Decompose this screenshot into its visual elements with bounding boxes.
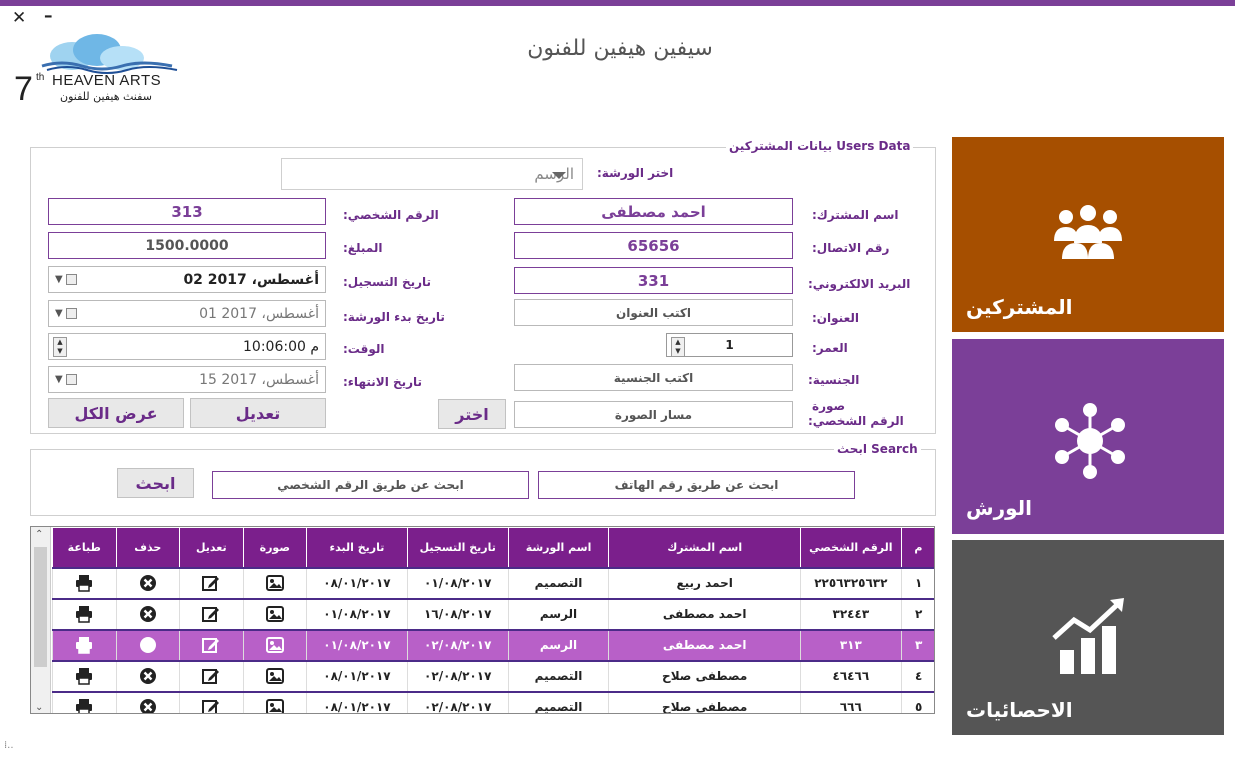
edit-icon[interactable] (202, 667, 220, 685)
search-button[interactable]: ابحث (117, 468, 194, 498)
row-start-date[interactable]: ٠١/٠٨/٢٠١٧ (307, 630, 408, 661)
name-label: اسم المشترك: (812, 208, 899, 222)
delete-icon[interactable] (139, 605, 157, 623)
reg-date-value: 02 أغسطس، 2017 (183, 271, 319, 288)
row-action-print[interactable] (53, 568, 117, 599)
row-action-photo[interactable] (243, 630, 307, 661)
col-name[interactable]: اسم المشترك (609, 528, 801, 568)
row-action-photo[interactable] (243, 599, 307, 630)
tile-workshops-label: الورش (966, 496, 1033, 520)
photo-icon[interactable] (266, 605, 284, 623)
tile-subscribers-label: المشتركين (966, 295, 1073, 319)
search-title: ابحث Search (834, 442, 921, 456)
reg-date-picker[interactable] (48, 266, 326, 293)
row-action-photo[interactable] (243, 661, 307, 692)
time-value: 10:06:00 م (243, 338, 319, 355)
delete-icon[interactable] (139, 574, 157, 592)
minimize-icon[interactable]: – (44, 6, 53, 26)
amount-field[interactable]: 1500.0000 (48, 232, 326, 259)
time-label: الوقت: (343, 342, 385, 356)
id-field[interactable]: 313 (48, 198, 326, 225)
logo-sup: th (36, 72, 45, 83)
delete-icon[interactable] (139, 636, 157, 654)
table (52, 527, 935, 714)
table-scrollbar[interactable] (31, 527, 51, 714)
row-action-edit[interactable] (180, 692, 244, 715)
start-date-value: 01 أغسطس، 2017 (199, 305, 319, 322)
network-icon (1050, 401, 1130, 481)
show-all-button[interactable]: عرض الكل (48, 398, 184, 428)
photo-label-line2: الرقم الشخصي: (808, 414, 904, 428)
calendar-dropdown-icon: ▼ (55, 373, 81, 386)
row-start-date[interactable]: ٠١/٠٨/٢٠١٧ (307, 599, 408, 630)
table-row[interactable] (53, 661, 936, 692)
row-start-date[interactable]: ٠٨/٠١/٢٠١٧ (307, 568, 408, 599)
row-workshop[interactable]: الرسم (508, 599, 609, 630)
phone-field[interactable]: 65656 (514, 232, 793, 259)
photo-icon[interactable] (266, 574, 284, 592)
email-label: البريد الالكتروني: (808, 277, 911, 291)
row-name[interactable]: احمد ربيع (609, 568, 801, 599)
row-start-date[interactable]: ٠٨/٠١/٢٠١٧ (307, 661, 408, 692)
end-date-label: تاريخ الانتهاء: (343, 375, 423, 389)
choose-photo-button[interactable]: اختر (438, 399, 506, 429)
col-workshop[interactable]: اسم الورشة (508, 528, 609, 568)
logo-brand-ar: سفنث هيفين للفنون (60, 90, 152, 103)
row-num[interactable]: ٤ (901, 661, 935, 692)
print-icon[interactable] (75, 574, 93, 592)
row-action-edit[interactable] (180, 661, 244, 692)
row-name[interactable]: مصطفى صلاح (609, 661, 801, 692)
row-action-edit[interactable] (180, 568, 244, 599)
nationality-field[interactable]: اكتب الجنسية (514, 364, 793, 391)
col-photo[interactable]: صورة (243, 528, 307, 568)
row-reg-date[interactable]: ٠٢/٠٨/٢٠١٧ (407, 630, 508, 661)
row-workshop[interactable]: التصميم (508, 568, 609, 599)
phone-label: رقم الاتصال: (812, 241, 890, 255)
name-field[interactable]: احمد مصطفى (514, 198, 793, 225)
col-num[interactable]: م (901, 528, 935, 568)
tile-statistics[interactable] (952, 540, 1224, 735)
scroll-thumb[interactable] (34, 547, 47, 667)
title-bar-accent (0, 0, 1235, 6)
chart-icon (1050, 596, 1130, 676)
row-action-print[interactable] (53, 630, 117, 661)
row-workshop[interactable]: التصميم (508, 692, 609, 715)
row-action-del[interactable] (116, 630, 180, 661)
start-date-picker[interactable] (48, 300, 326, 327)
row-action-del[interactable] (116, 599, 180, 630)
row-pid[interactable]: ٦٦٦ (800, 692, 901, 715)
row-num[interactable]: ٥ (901, 692, 935, 715)
row-action-edit[interactable] (180, 599, 244, 630)
edit-icon[interactable] (202, 698, 220, 714)
close-icon[interactable]: ✕ (12, 8, 27, 28)
age-value: 1 (725, 338, 734, 352)
cloud-logo-icon (12, 34, 182, 74)
table-row[interactable] (53, 692, 936, 715)
scroll-up-icon[interactable]: ⌃ (35, 529, 44, 540)
row-pid[interactable]: ٤٦٤٦٦ (800, 661, 901, 692)
col-start-date[interactable]: تاريخ البدء (307, 528, 408, 568)
print-icon[interactable] (75, 605, 93, 623)
users-icon (1048, 203, 1128, 263)
print-icon[interactable] (75, 667, 93, 685)
address-field[interactable]: اكتب العنوان (514, 299, 793, 326)
chevron-down-icon (552, 172, 566, 179)
end-date-picker[interactable] (48, 366, 326, 393)
calendar-dropdown-icon: ▼ (55, 273, 81, 286)
col-delete[interactable]: حذف (116, 528, 180, 568)
calendar-dropdown-icon: ▼ (55, 307, 81, 320)
tile-subscribers[interactable] (952, 137, 1224, 332)
row-num[interactable]: ٢ (901, 599, 935, 630)
row-action-print[interactable] (53, 692, 117, 715)
row-action-print[interactable] (53, 661, 117, 692)
tile-workshops[interactable] (952, 339, 1224, 534)
photo-icon[interactable] (266, 698, 284, 714)
col-print[interactable]: طباعة (53, 528, 117, 568)
edit-icon[interactable] (202, 636, 220, 654)
row-action-del[interactable] (116, 692, 180, 715)
workshop-select[interactable] (281, 158, 583, 190)
delete-icon[interactable] (139, 667, 157, 685)
app-title: سيفين هيفين للفنون (527, 36, 713, 61)
email-field[interactable]: 331 (514, 267, 793, 294)
row-num[interactable]: ٣ (901, 630, 935, 661)
photo-path-field[interactable]: مسار الصورة (514, 401, 793, 428)
scroll-down-icon[interactable]: ⌄ (35, 702, 44, 713)
time-picker[interactable] (48, 333, 326, 360)
print-icon[interactable] (75, 698, 93, 714)
row-pid[interactable]: ٢٢٥٦٣٢٥٦٣٢ (800, 568, 901, 599)
row-workshop[interactable]: الرسم (508, 630, 609, 661)
photo-icon[interactable] (266, 636, 284, 654)
print-icon[interactable] (75, 636, 93, 654)
table-row[interactable] (53, 630, 936, 661)
logo-brand: HEAVEN ARTS (52, 72, 162, 89)
row-workshop[interactable]: التصميم (508, 661, 609, 692)
row-start-date[interactable]: ٠٨/٠١/٢٠١٧ (307, 692, 408, 715)
tile-statistics-label: الاحصائيات (966, 698, 1073, 722)
resize-grip-icon[interactable]: ⁞.. (4, 740, 14, 751)
col-pid[interactable]: الرقم الشخصي (800, 528, 901, 568)
users-data-title: بيانات المشتركين Users Data (726, 139, 913, 153)
photo-icon[interactable] (266, 667, 284, 685)
row-action-photo[interactable] (243, 692, 307, 715)
row-name[interactable]: احمد مصطفى (609, 630, 801, 661)
row-name[interactable]: مصطفى صلاح (609, 692, 801, 715)
edit-icon[interactable] (202, 605, 220, 623)
row-name[interactable]: احمد مصطفى (609, 599, 801, 630)
nationality-label: الجنسية: (808, 373, 860, 387)
search-by-phone-input[interactable]: ابحث عن طريق رقم الهاتف (538, 471, 855, 499)
table-row[interactable] (53, 599, 936, 630)
table-row[interactable] (53, 568, 936, 599)
row-action-del[interactable] (116, 661, 180, 692)
search-by-id-input[interactable]: ابحث عن طريق الرقم الشخصي (212, 471, 529, 499)
start-date-label: تاريخ بدء الورشة: (343, 310, 445, 324)
delete-icon[interactable] (139, 698, 157, 714)
address-label: العنوان: (812, 311, 859, 325)
col-reg-date[interactable]: تاريخ التسجيل (407, 528, 508, 568)
photo-label-line1: صورة (812, 399, 846, 413)
row-reg-date[interactable]: ١٦/٠٨/٢٠١٧ (407, 599, 508, 630)
end-date-value: 15 أغسطس، 2017 (199, 371, 319, 388)
row-action-edit[interactable] (180, 630, 244, 661)
row-reg-date[interactable]: ٠١/٠٨/٢٠١٧ (407, 568, 508, 599)
row-pid[interactable]: ٣١٣ (800, 630, 901, 661)
row-action-del[interactable] (116, 568, 180, 599)
col-edit[interactable]: تعديل (180, 528, 244, 568)
row-reg-date[interactable]: ٠٢/٠٨/٢٠١٧ (407, 661, 508, 692)
amount-label: المبلغ: (343, 241, 383, 255)
reg-date-label: تاريخ التسجيل: (343, 275, 432, 289)
row-reg-date[interactable]: ٠٢/٠٨/٢٠١٧ (407, 692, 508, 715)
workshop-label: اختر الورشة: (597, 166, 674, 180)
age-spinner-icon[interactable]: ▲ ▼ (671, 337, 685, 357)
logo (12, 34, 182, 114)
time-spinner-icon[interactable]: ▲ ▼ (53, 337, 67, 357)
logo-seven: 7 (14, 70, 33, 108)
row-action-print[interactable] (53, 599, 117, 630)
id-label: الرقم الشخصي: (343, 208, 439, 222)
workshop-select-value: الرسم (534, 165, 574, 183)
age-label: العمر: (812, 341, 848, 355)
subscribers-table (30, 526, 935, 714)
table-header-row (53, 528, 936, 568)
edit-icon[interactable] (202, 574, 220, 592)
edit-button[interactable]: تعديل (190, 398, 326, 428)
age-field[interactable] (666, 333, 793, 357)
row-pid[interactable]: ٣٢٤٤٣ (800, 599, 901, 630)
row-action-photo[interactable] (243, 568, 307, 599)
row-num[interactable]: ١ (901, 568, 935, 599)
